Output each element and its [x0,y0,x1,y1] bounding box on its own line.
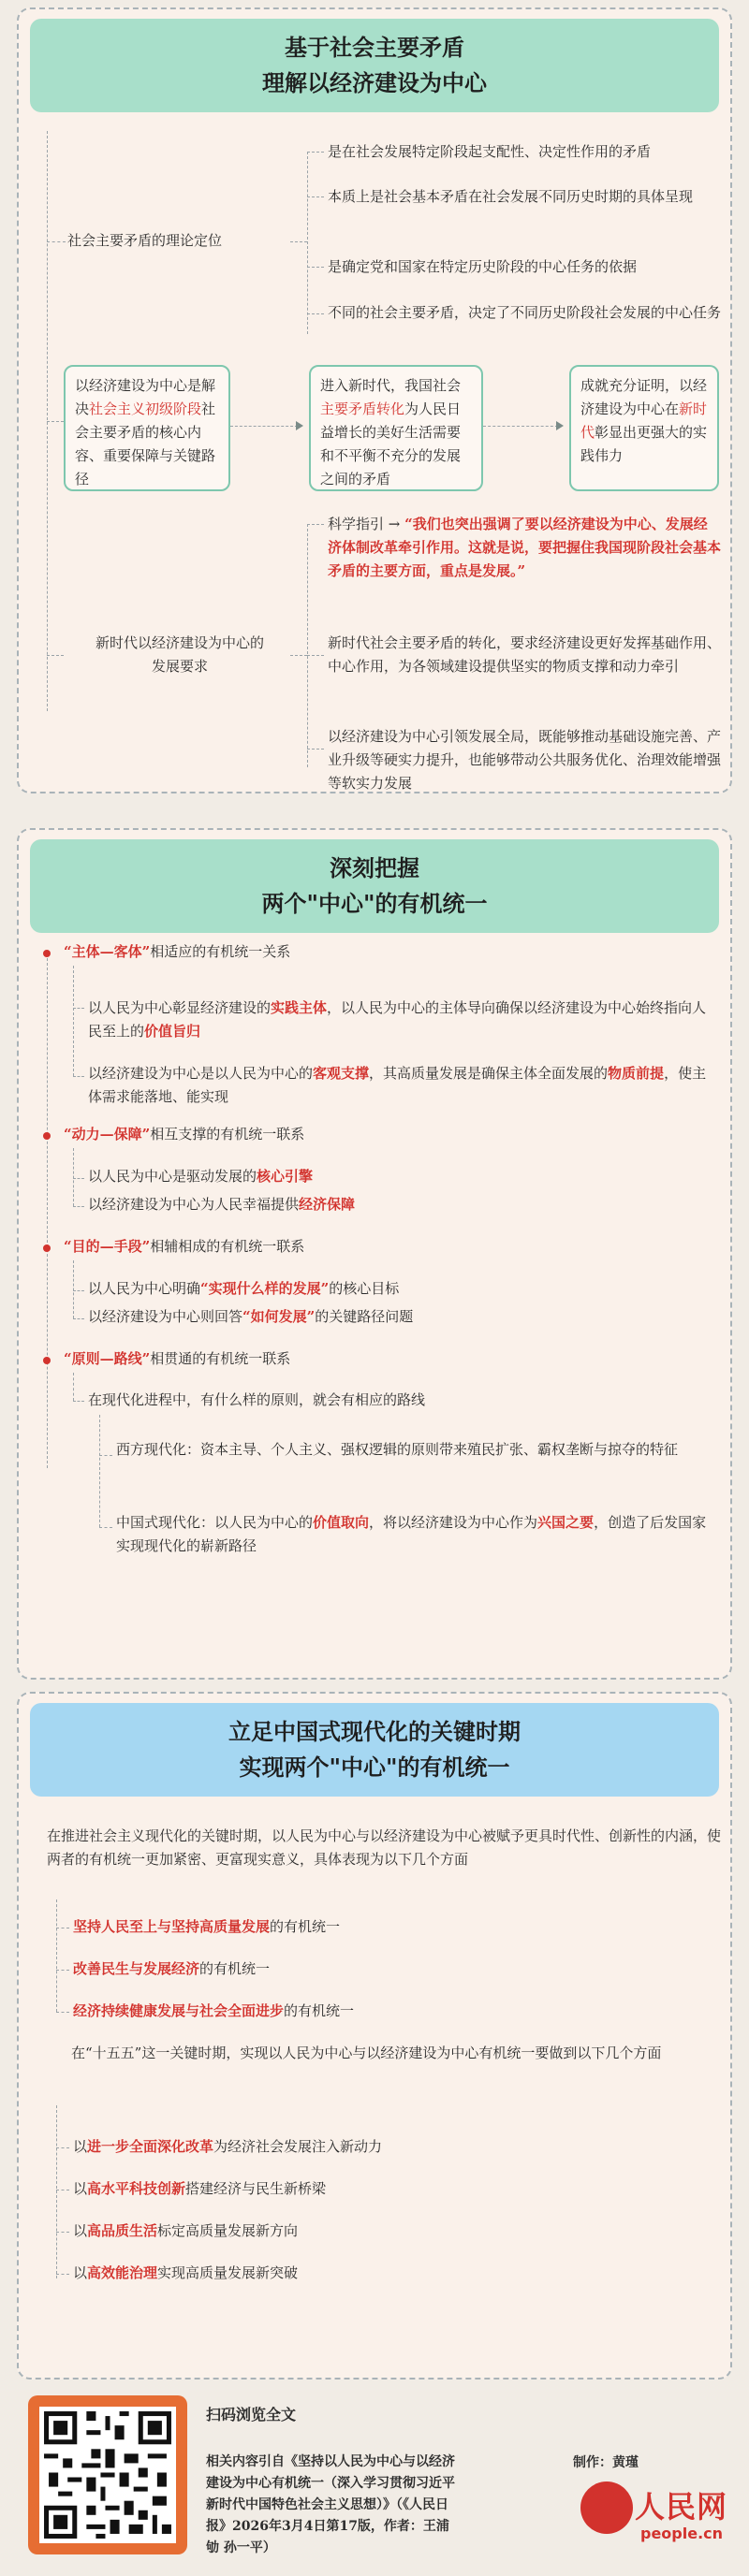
group2-line [73,1148,74,1206]
connector [47,241,66,242]
measure-highlight: 高效能治理 [87,2264,158,2281]
g3-text: 以经济建设为中心则回答 [88,1308,243,1325]
measure-highlight: 进一步全面深化改革 [87,2138,214,2155]
group1-heading [64,940,290,964]
branch2-item: 新时代社会主要矛盾的转化，要求经济建设更好发挥基础作用、中心作用，为各领域建设提供坚实的物质支撑和动力牵引 [328,634,722,675]
connector [307,524,324,525]
people-daily-logo [580,2478,740,2553]
connector [307,655,324,656]
connector [47,655,64,656]
connector [73,1206,84,1207]
group3-rest: 相辅相成的有机统一联系 [150,1238,305,1255]
measure-item [73,2135,382,2159]
measure-text: 以 [73,2264,88,2281]
g3-text: 的核心目标 [329,1280,400,1297]
branch2-label-line1: 新时代以经济建设为中心的 [95,634,264,651]
connector [73,1318,84,1319]
box2-text-rest: 为人民日益增长的美好生活需要和不平衡不充分的发展之间的矛盾 [320,400,462,488]
west-modernization: 西方现代化：资本主导、个人主义、强权逻辑的原则带来殖民扩张、霸权垄断与掠夺的特征 [116,1441,679,1458]
g2-text: 以经济建设为中心为人民幸福提供 [88,1196,300,1213]
g4-text: 中国式现代化：以人民为中心的 [116,1514,314,1531]
branch1-item: 是确定党和国家在特定历史阶段的中心任务的依据 [328,258,638,275]
group1-item [88,997,715,1043]
bullet-dot [43,1244,51,1252]
connector [56,2147,69,2148]
arrow-line [230,426,298,427]
panel3-title-line2: 实现两个"中心"的有机统一 [239,1754,510,1781]
measure-item [73,2219,298,2243]
box-primary-stage [64,365,230,491]
group3-key: “目的—手段” [64,1238,151,1255]
measure-text: 以 [73,2138,88,2155]
branch2-line [307,524,308,767]
arrow-right-icon [556,421,564,430]
g1-text: ，以人民为中心的主体导向确保以经济建设为中心始终指向人民至上的 [88,999,707,1040]
measure-text: 以 [73,2222,88,2239]
group4-heading [64,1347,290,1371]
group3-item [88,1277,399,1301]
group3-item [88,1305,413,1329]
group4-sub: 在现代化进程中，有什么样的原则，就会有相应的路线 [88,1391,426,1408]
branch1-item: 本质上是社会基本矛盾在社会发展不同历史时期的具体呈现 [328,188,694,205]
guide-prefix: 科学指引 → [328,516,405,532]
aspect-text: 的有机统一 [270,1918,341,1935]
connector [307,749,324,750]
connector [73,1076,84,1077]
group1-key: “主体—客体” [64,943,151,960]
logo-name: 人民网 [635,2489,728,2525]
aspect-highlight: 坚持人民至上与坚持高质量发展 [73,1918,271,1935]
logo-mark-icon [580,2481,633,2534]
measure-text: 为经济社会发展注入新动力 [213,2138,383,2155]
aspect-item [73,1915,340,1939]
measure-highlight: 高品质生活 [87,2222,158,2239]
bullet-dot [43,950,51,957]
measure-item [73,2262,298,2285]
branch2-item: 以经济建设为中心引领发展全局，既能够推动基础设施完善、产业升级等硬实力提升，也能够带动公共服务优化、治理效能增强等软实力发展 [328,728,722,792]
arrow-right-icon [296,421,303,430]
group-a-line [56,1899,57,2012]
group2-item [88,1165,313,1188]
g2-text: 以人民为中心是驱动发展的 [88,1168,257,1185]
bullet-dot [43,1132,51,1140]
connector [307,152,324,153]
g4-text: ，将以经济建设为中心作为 [369,1514,538,1531]
connector [56,1970,69,1971]
trunk-line [47,953,48,1468]
aspect-text: 的有机统一 [199,1960,271,1977]
group4-key: “原则—路线” [64,1350,151,1367]
connector [99,1455,112,1456]
group1-item [88,1062,715,1109]
measure-text: 标定高质量发展新方向 [157,2222,299,2239]
panel3-intro: 在推进社会主义现代化的关键时期，以人民为中心与以经济建设为中心被赋予更具时代性、创新性的内涵，使两者的有机统一更加紧密、更富现实意义，具体表现为以下几个方面 [47,1827,722,1868]
group1-rest: 相适应的有机统一关系 [150,943,291,960]
group4-subline [99,1415,100,1527]
box3-highlight: 新时代 [580,400,708,441]
box2-highlight: 主要矛盾转化 [320,400,405,417]
group1-line [73,966,74,1076]
aspect-highlight: 经济持续健康发展与社会全面进步 [73,2002,285,2019]
group3-line [73,1260,74,1318]
g4-highlight: 价值取向 [313,1514,370,1531]
g4-highlight: 兴国之要 [537,1514,595,1531]
connector [290,241,307,242]
connector [73,1401,84,1402]
g1-highlight: 物质前提 [608,1065,665,1082]
measure-highlight: 高水平科技创新 [87,2180,186,2197]
aspect-highlight: 改善民生与发展经济 [73,1960,200,1977]
panel-two-centers [17,828,732,1680]
connector [47,421,64,422]
branch1-item: 是在社会发展特定阶段起支配性、决定性作用的矛盾 [328,143,652,160]
g1-text: ，使主体需求能落地、能实现 [88,1065,707,1105]
g3-text: 的关键路径问题 [315,1308,414,1325]
g2-highlight: 经济保障 [299,1196,356,1213]
aspect-item [73,1957,270,1981]
qr-pattern-icon [39,2407,176,2543]
qr-code-icon [39,2407,176,2543]
aspect-item [73,2000,354,2023]
qr-code[interactable] [28,2395,187,2554]
arrow-line [483,426,558,427]
group2-key: “动力—保障” [64,1126,151,1142]
branch1-label: 社会主要矛盾的理论定位 [67,232,223,249]
branch1-item: 不同的社会主要矛盾，决定了不同历史阶段社会发展的中心任务 [328,304,722,321]
branch2-label [67,632,292,678]
connector [56,2274,69,2275]
group2-heading [64,1123,304,1146]
bullet-dot [43,1357,51,1364]
g3-highlight: “实现什么样的发展” [200,1280,330,1297]
box3-text: 成就充分证明，以经济建设为中心在 [580,377,708,417]
group-b-line [56,2105,57,2278]
g2-highlight: 核心引擎 [257,1168,314,1185]
g4-text: ，创造了后发国家实现现代化的崭新路径 [116,1514,707,1554]
box-achievement [569,365,719,491]
connector [307,313,324,314]
connector [307,196,324,197]
connector [73,1008,84,1009]
connector [56,2232,69,2233]
group3-heading [64,1235,304,1259]
g1-text: ，其高质量发展是确保主体全面发展的 [369,1065,609,1082]
source-citation: 相关内容引自《坚持以人民为中心与以经济建设为中心有机统一（深入学习贯彻习近平新时代中国特色社会主义思想）》（《人民日报》2026年3月4日第17版，作者：王浦劬 孙一平） [206,2454,455,2555]
measure-item [73,2177,326,2201]
panel2-title [30,839,719,933]
panel1-title-line1: 基于社会主要矛盾 [285,34,464,61]
panel1-title [30,19,719,112]
connector [73,1178,84,1179]
group4-line [73,1373,74,1401]
box1-highlight: 社会主义初级阶段 [89,400,202,417]
aspect-text: 的有机统一 [284,2002,355,2019]
g1-highlight: 实践主体 [271,999,328,1016]
g1-highlight: 价值旨归 [144,1023,201,1040]
branch2-label-line2: 发展要求 [151,658,208,675]
group2-item [88,1193,355,1216]
measure-text: 以 [73,2180,88,2197]
panel2-title-line1: 深刻把握 [330,854,419,881]
g3-text: 以人民为中心明确 [88,1280,201,1297]
box3-text-rest: 彰显出更强大的实践伟力 [580,424,708,464]
branch1-line [307,152,308,334]
connector [73,1290,84,1291]
panel1-title-line2: 理解以经济建设为中心 [262,69,487,96]
maker-credit: 制作：黄瑾 [573,2455,639,2470]
box2-text: 进入新时代，我国社会 [320,377,462,394]
box-new-era [309,365,483,491]
measure-text: 实现高质量发展新突破 [157,2264,299,2281]
connector [290,655,307,656]
panel3-sub: 在“十五五”这一关键时期，实现以人民为中心与以经济建设为中心有机统一要做到以下几个方面 [71,2045,662,2061]
panel3-title-line1: 立足中国式现代化的关键时期 [228,1718,521,1745]
connector [307,267,324,268]
g1-text: 以经济建设为中心是以人民为中心的 [88,1065,314,1082]
box1-text: 以经济建设为中心是解决 [75,377,216,417]
group2-rest: 相互支撑的有机统一联系 [150,1126,305,1142]
group4-rest: 相贯通的有机统一联系 [150,1350,291,1367]
g1-text: 以人民为中心彰显经济建设的 [88,999,272,1016]
panel-key-period [17,1692,732,2380]
guide-quote [328,513,721,583]
panel3-title [30,1703,719,1797]
g3-highlight: “如何发展” [242,1308,316,1325]
box1-text-rest: 社会主要矛盾的核心内容、重要保障与关键路径 [75,400,216,488]
scan-label: 扫码浏览全文 [206,2406,297,2423]
connector [99,1527,112,1528]
panel2-title-line2: 两个"中心"的有机统一 [261,890,488,917]
panel-economic-center [17,7,732,793]
guide-quote-text: “我们也突出强调了要以经济建设为中心、发展经济体制改革牵引作用。这就是说，要把握住我国现阶段社会基本矛盾的主要方面，重点是发展。” [328,516,722,579]
china-modernization [116,1511,715,1558]
measure-text: 搭建经济与民生新桥梁 [185,2180,327,2197]
connector [56,2012,69,2013]
logo-url: people.cn [640,2525,724,2542]
g1-highlight: 客观支撑 [313,1065,370,1082]
